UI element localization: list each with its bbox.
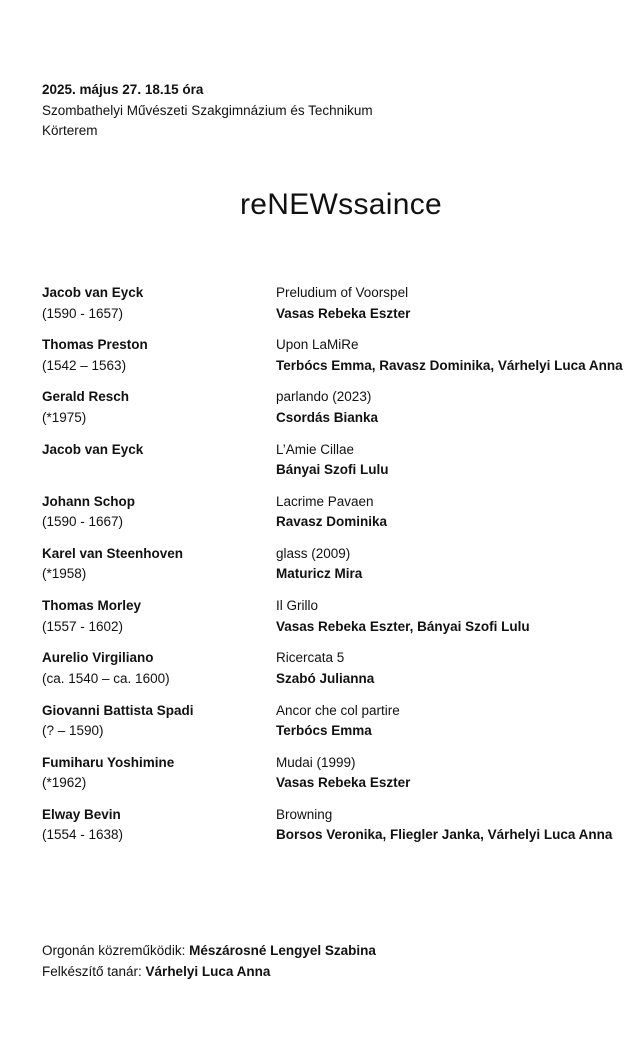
program-entry <box>42 753 640 805</box>
work-info <box>276 544 640 585</box>
program-list <box>42 283 640 857</box>
composer-dates: (? – 1590) <box>42 723 104 738</box>
work-info <box>276 596 640 637</box>
teacher-credit <box>42 962 376 983</box>
work-title: L’Amie Cillae <box>276 441 355 457</box>
composer-dates: (1590 - 1657) <box>42 305 124 321</box>
work-info <box>276 753 640 794</box>
composer-dates: (1557 - 1602) <box>42 618 124 634</box>
performers: Maturicz Mira <box>276 566 363 582</box>
composer-name: Karel van Steenhoven <box>42 545 184 561</box>
concert-venue: Szombathelyi Művészeti Szakgimnázium és Technikum <box>42 102 373 118</box>
teacher-name: Várhelyi Luca Anna <box>145 963 271 979</box>
work-title: parlando (2023) <box>276 389 372 405</box>
composer-info <box>42 805 272 846</box>
composer-name: Aurelio Virgiliano <box>42 650 154 666</box>
concert-header <box>42 80 373 142</box>
work-title: Ricercata 5 <box>276 650 345 666</box>
organ-credit <box>42 941 376 962</box>
program-entry <box>42 701 640 753</box>
work-title: Upon LaMiRe <box>276 337 359 353</box>
composer-name: Elway Bevin <box>42 806 121 822</box>
work-title: glass (2009) <box>276 545 351 561</box>
work-title: Il Grillo <box>276 598 319 614</box>
organ-name: Mészárosné Lengyel Szabina <box>189 943 376 958</box>
composer-info <box>42 387 272 428</box>
composer-dates: (*1975) <box>42 409 87 425</box>
composer-dates: (1542 – 1563) <box>42 357 127 373</box>
composer-info <box>42 544 272 585</box>
work-info <box>276 335 640 376</box>
program-entry <box>42 335 640 387</box>
performers: Szabó Julianna <box>276 670 375 686</box>
program-entry <box>42 648 640 700</box>
composer-dates: (*1958) <box>42 566 87 582</box>
concert-room: Körterem <box>42 123 98 138</box>
program-entry <box>42 596 640 648</box>
work-title: Ancor che col partire <box>276 702 400 718</box>
composer-name: Thomas Morley <box>42 598 142 614</box>
concert-title: reNEWssaince <box>240 188 442 221</box>
composer-info <box>42 701 272 742</box>
work-info <box>276 440 640 481</box>
work-title: Lacrime Pavaen <box>276 493 374 509</box>
program-entry <box>42 492 640 544</box>
composer-info <box>42 596 272 637</box>
work-title: Browning <box>276 806 333 822</box>
credits <box>42 941 376 982</box>
composer-info <box>42 753 272 794</box>
composer-info <box>42 648 272 689</box>
performers: Terbócs Emma, Ravasz Dominika, Várhelyi Luca Anna <box>276 357 623 373</box>
work-info <box>276 387 640 428</box>
performers: Borsos Veronika, Fliegler Janka, Várhelyi Luca Anna <box>276 827 613 843</box>
teacher-label: Felkészítő tanár: <box>42 963 146 979</box>
performers: Vasas Rebeka Eszter <box>276 775 411 791</box>
work-info <box>276 492 640 533</box>
composer-name: Gerald Resch <box>42 389 130 405</box>
program-entry <box>42 387 640 439</box>
composer-dates: (1590 - 1667) <box>42 514 124 530</box>
composer-name: Giovanni Battista Spadi <box>42 702 194 718</box>
composer-name: Jacob van Eyck <box>42 285 144 300</box>
composer-name: Thomas Preston <box>42 337 148 353</box>
work-info <box>276 701 640 742</box>
performers: Csordás Bianka <box>276 409 379 425</box>
composer-info <box>42 492 272 533</box>
program-entry <box>42 283 640 335</box>
performers: Ravasz Dominika <box>276 514 388 530</box>
work-info <box>276 805 640 846</box>
performers: Vasas Rebeka Eszter, Bányai Szofi Lulu <box>276 618 530 634</box>
work-info <box>276 648 640 689</box>
organ-label: Orgonán közreműködik: <box>42 943 190 958</box>
composer-dates: (1554 - 1638) <box>42 827 124 843</box>
composer-info <box>42 335 272 376</box>
work-title: Mudai (1999) <box>276 754 356 770</box>
performers: Terbócs Emma <box>276 723 372 738</box>
program-entry <box>42 440 640 492</box>
performers: Bányai Szofi Lulu <box>276 462 389 478</box>
work-title: Preludium of Voorspel <box>276 285 409 300</box>
concert-date: 2025. május 27. 18.15 óra <box>42 82 204 97</box>
composer-name: Fumiharu Yoshimine <box>42 754 175 770</box>
composer-info <box>42 283 272 324</box>
composer-info <box>42 440 272 461</box>
program-entry <box>42 544 640 596</box>
program-entry <box>42 805 640 857</box>
composer-dates: (ca. 1540 – ca. 1600) <box>42 670 170 686</box>
composer-name: Jacob van Eyck <box>42 441 144 457</box>
performers: Vasas Rebeka Eszter <box>276 305 411 321</box>
composer-dates: (*1962) <box>42 775 87 791</box>
work-info <box>276 283 640 324</box>
composer-name: Johann Schop <box>42 493 136 509</box>
